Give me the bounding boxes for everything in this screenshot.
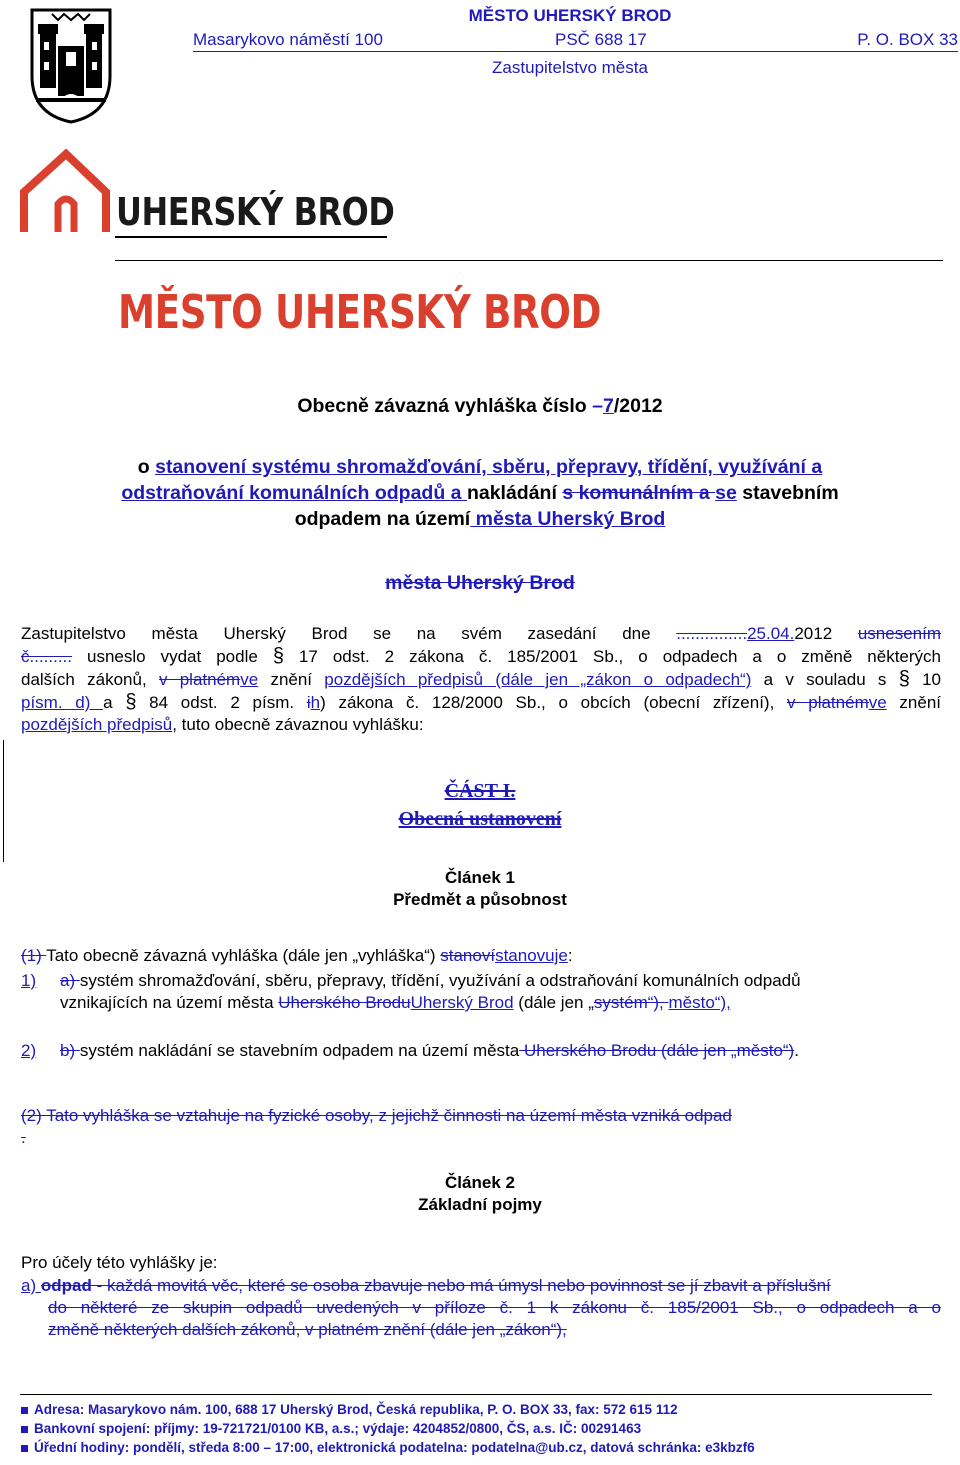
intro-line-3: [21, 668, 941, 691]
article-1-paragraph-2: [21, 1105, 941, 1149]
intro-line-4: [21, 691, 941, 714]
intro-ins: h: [310, 693, 321, 712]
subtitle-text-2: nakládání: [466, 482, 563, 504]
bullet-icon: [21, 1407, 28, 1414]
definition-del: změně některých dalších zákonů, v platném znění (dále jen „zákon“),: [48, 1320, 567, 1339]
section-sign: §: [272, 645, 284, 667]
subtitle-text-4: odpadem na území: [294, 508, 471, 530]
intro-text: znění: [886, 693, 942, 712]
subtitle-line-1: [0, 454, 960, 480]
item-del: b): [60, 1041, 80, 1060]
header-street: Masarykovo náměstí 100: [193, 30, 383, 49]
item-del: a): [60, 971, 80, 990]
logo-wordmark: UHERSKÝ BROD: [116, 190, 395, 234]
footer-hours-text: Úřední hodiny: pondělí, středa 8:00 – 17:00, elektronická podatelna: podatelna@ub.cz, datová schránka: e3kbzf6: [34, 1440, 755, 1455]
intro-del: v platném: [158, 670, 241, 689]
section-sign: §: [125, 691, 137, 713]
paragraph-text: :: [567, 946, 573, 965]
subtitle-line-3: [0, 506, 960, 532]
footer-bank-text: Bankovní spojení: příjmy: 19-721721/0100 KB, a.s.; výdaje: 4204852/0800, ČS, a.s. IČ: 00291463: [34, 1421, 642, 1436]
item-text: systém shromažďování, sběru, přepravy, třídění, využívání a odstraňování komunálních odpadů: [79, 971, 801, 990]
item-text: systém nakládání se stavebním odpadem na území města: [79, 1041, 520, 1060]
intro-ins: ve: [240, 670, 259, 689]
header-pobox: P. O. BOX 33: [857, 30, 958, 49]
item-del: Uherského Brodu: [278, 993, 411, 1012]
footer-hours: [21, 1438, 951, 1457]
header-council: Zastupitelstvo města: [492, 58, 648, 77]
intro-text: , tuto obecně závaznou vyhlášku:: [172, 715, 424, 734]
item-2-number: 2): [21, 1041, 37, 1060]
header-separator: [115, 260, 943, 261]
item-del: Uherského Brodu (dále jen „město“): [519, 1041, 795, 1060]
paragraph-number-del: (1): [21, 946, 47, 965]
city-logo-house-icon: [20, 148, 110, 236]
header-address-line: [193, 30, 958, 52]
title-number: 7: [603, 395, 614, 417]
intro-ins-date: 25.04.: [747, 624, 795, 643]
intro-del: č.........: [21, 647, 73, 666]
intro-text: usneslo vydat podle: [72, 647, 273, 666]
subtitle-ins-4: města Uherský Brod: [470, 508, 666, 530]
header-city-title: MĚSTO UHERSKÝ BROD: [468, 6, 672, 25]
paragraph-2-dot: .: [21, 1128, 26, 1147]
intro-text: a v souladu s: [751, 670, 899, 689]
document-title: [0, 393, 960, 419]
subtitle-del-2: s komunálním a: [562, 482, 716, 504]
big-city-title: MĚSTO UHERSKÝ BROD: [118, 285, 602, 339]
intro-paragraph: [21, 623, 941, 736]
paragraph-del: stanoví: [440, 946, 496, 965]
bullet-icon: [21, 1426, 28, 1433]
intro-ins: písm. d): [21, 693, 104, 712]
intro-text: a: [103, 693, 126, 712]
subtitle-ins-3: se: [715, 482, 737, 504]
part-subtitle: [0, 808, 960, 831]
title-prefix: Obecně závazná vyhláška číslo: [297, 395, 593, 417]
section-sign: §: [898, 668, 910, 690]
definition-a: [21, 1275, 941, 1341]
intro-del: ...............: [676, 624, 748, 643]
intro-line-2: [21, 645, 941, 668]
intro-ins: ve: [868, 693, 887, 712]
intro-del: i: [306, 693, 311, 712]
footer: [21, 1400, 951, 1457]
intro-text: dalších zákonů,: [21, 670, 159, 689]
footer-address-text: Adresa: Masarykovo nám. 100, 688 17 Uherský Brod, Česká republika, P. O. BOX 33, fax: 572 615 112: [34, 1402, 678, 1417]
paragraph-2-del: (2) Tato vyhláška se vztahuje na fyzické osoby, z jejichž činnosti na území města vzniká odpad: [21, 1106, 732, 1125]
part-title-text: ČÁST I.: [444, 780, 516, 802]
footer-separator: [20, 1394, 932, 1395]
item-2-text: [60, 1040, 940, 1062]
item-text: .: [794, 1041, 799, 1060]
article-1-subtitle: Předmět a působnost: [393, 890, 567, 909]
item-1-number: 1): [21, 971, 37, 990]
title-dash: –: [592, 395, 603, 417]
part-title: [0, 780, 960, 803]
subtitle-text-3: stavebním: [736, 482, 839, 504]
article-2-intro: Pro účely této vyhlášky je:: [21, 1253, 218, 1272]
subtitle-o: o: [137, 456, 156, 478]
subtitle-ins-1: stanovení systému shromažďování, sběru, přepravy, třídění, využívání a: [155, 456, 823, 478]
intro-text: 84 odst. 2 písm.: [136, 693, 307, 712]
intro-line-1: [21, 623, 941, 645]
intro-del: v platném: [787, 693, 869, 712]
intro-text: Zastupitelstvo města Uherský Brod se na svém zasedání dne: [21, 624, 677, 643]
definition-del: do některé ze skupin odpadů uvedených v příloze č. 1 k zákonu č. 185/2001 Sb., o odpadech a o: [48, 1298, 941, 1317]
paragraph-text: Tato obecně závazná vyhláška (dále jen „vyhláška“): [46, 946, 441, 965]
definition-prefix: a): [21, 1276, 41, 1295]
intro-text: 10: [909, 670, 942, 689]
intro-line-5: [21, 714, 941, 736]
item-ins: město“),: [668, 993, 731, 1012]
item-ins: Uherský Brod: [410, 993, 514, 1012]
definition-term: odpad: [40, 1276, 92, 1295]
document-subtitle: [0, 454, 960, 532]
header-psc: PSČ 688 17: [555, 30, 647, 49]
item-text: vznikajících na území města: [60, 993, 279, 1012]
article-2-subtitle: Základní pojmy: [418, 1195, 542, 1214]
item-del: systém“),: [593, 993, 669, 1012]
intro-text: 2012: [794, 624, 858, 643]
article-2-title: Článek 2: [445, 1173, 515, 1192]
title-year: /2012: [613, 395, 663, 417]
logo-underline: [115, 236, 387, 238]
bullet-icon: [21, 1445, 28, 1452]
footer-bank: [21, 1419, 951, 1438]
coat-of-arms: [28, 6, 114, 124]
deleted-subtitle-line: města Uherský Brod: [385, 572, 575, 594]
footer-address: [21, 1400, 951, 1419]
intro-text: znění: [258, 670, 325, 689]
intro-text: ) zákona č. 128/2000 Sb., o obcích (obecní zřízení),: [320, 693, 788, 712]
paragraph-ins: stanovuje: [495, 946, 568, 965]
intro-del: usnesením: [857, 624, 941, 643]
part-subtitle-text: Obecná ustanovení: [398, 808, 562, 830]
intro-text: 17 odst. 2 zákona č. 185/2001 Sb., o odpadech a o změně některých: [283, 647, 941, 666]
intro-ins: pozdějších předpisů (dále jen „zákon o odpadech“): [324, 670, 752, 689]
item-1-text: [60, 970, 940, 1014]
item-text: (dále jen „: [513, 993, 594, 1012]
definition-del: - každá movitá věc, které se osoba zbavuje nebo má úmysl nebo povinnost se jí zbavit a příslušní: [91, 1276, 831, 1295]
intro-ins: pozdějších předpisů: [21, 715, 173, 734]
article-1-title: Článek 1: [445, 868, 515, 887]
article-1-paragraph-1: [21, 945, 941, 967]
subtitle-ins-2: odstraňování komunálních odpadů a: [121, 482, 467, 504]
subtitle-line-2: [0, 480, 960, 506]
